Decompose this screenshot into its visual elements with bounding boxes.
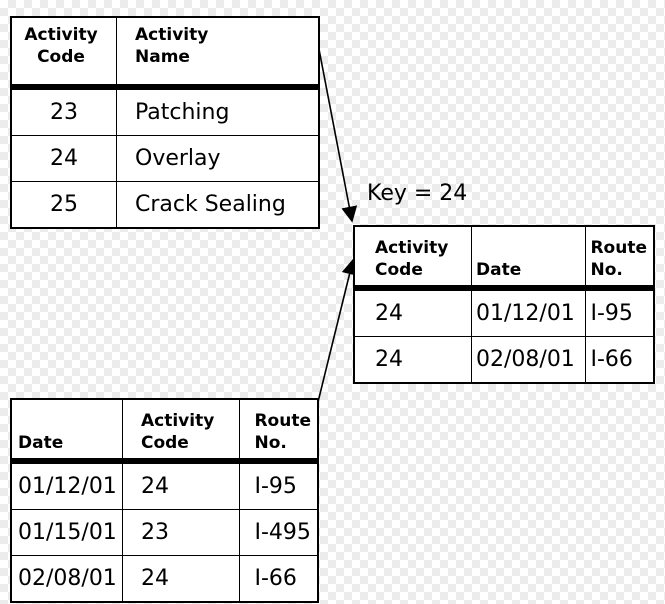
header-date: Date — [472, 226, 586, 288]
table-header-row — [354, 226, 654, 288]
header-activity-name — [117, 17, 320, 87]
worklog-table — [10, 398, 319, 603]
cell-date: 01/15/01 — [11, 510, 122, 556]
cell-date: 01/12/01 — [11, 461, 122, 510]
table-row — [11, 461, 318, 510]
table-row — [11, 510, 318, 556]
header-line: Code — [37, 47, 85, 67]
header-route-no: Route No. — [240, 399, 318, 461]
table-row — [11, 87, 319, 136]
header-activity-code — [354, 226, 472, 288]
cell-date: 02/08/01 — [472, 337, 586, 384]
activity-table — [10, 16, 320, 229]
result-table — [353, 225, 655, 384]
header-route-no: Route No. — [586, 226, 654, 288]
header-activity-code — [11, 17, 117, 87]
cell-date: 02/08/01 — [11, 556, 122, 603]
header-line: Activity — [24, 25, 98, 45]
cell-activity-code: 25 — [11, 182, 117, 229]
header-line: Activity — [375, 238, 449, 258]
header-activity-code — [122, 399, 240, 461]
cell-activity-name: Overlay — [117, 136, 320, 182]
table-header-row — [11, 17, 319, 87]
cell-route-no: I-66 — [240, 556, 318, 603]
header-date: Date — [11, 399, 122, 461]
table-row — [354, 337, 654, 384]
cell-activity-code: 24 — [122, 461, 240, 510]
arrow-worklog-to-result — [318, 260, 353, 402]
header-line: Activity — [135, 25, 209, 45]
cell-activity-code: 24 — [354, 288, 472, 337]
cell-date: 01/12/01 — [472, 288, 586, 337]
header-line: Code — [140, 433, 189, 453]
table-row — [11, 182, 319, 229]
cell-route-no: I-95 — [586, 288, 654, 337]
header-line: Activity — [140, 411, 215, 431]
cell-activity-code: 24 — [11, 136, 117, 182]
cell-route-no: I-95 — [240, 461, 318, 510]
cell-activity-code: 24 — [122, 556, 240, 603]
cell-activity-name: Patching — [117, 87, 320, 136]
table-row — [354, 288, 654, 337]
cell-activity-code: 23 — [11, 87, 117, 136]
table-header-row — [11, 399, 318, 461]
cell-route-no: I-66 — [586, 337, 654, 384]
table-row — [11, 556, 318, 603]
join-key-label: Key = 24 — [367, 181, 468, 206]
arrow-activity-to-result — [318, 44, 352, 221]
table-row — [11, 136, 319, 182]
header-line: Name — [135, 47, 190, 67]
header-line: Code — [375, 260, 423, 280]
cell-activity-code: 23 — [122, 510, 240, 556]
cell-route-no: I-495 — [240, 510, 318, 556]
cell-activity-code: 24 — [354, 337, 472, 384]
cell-activity-name: Crack Sealing — [117, 182, 320, 229]
